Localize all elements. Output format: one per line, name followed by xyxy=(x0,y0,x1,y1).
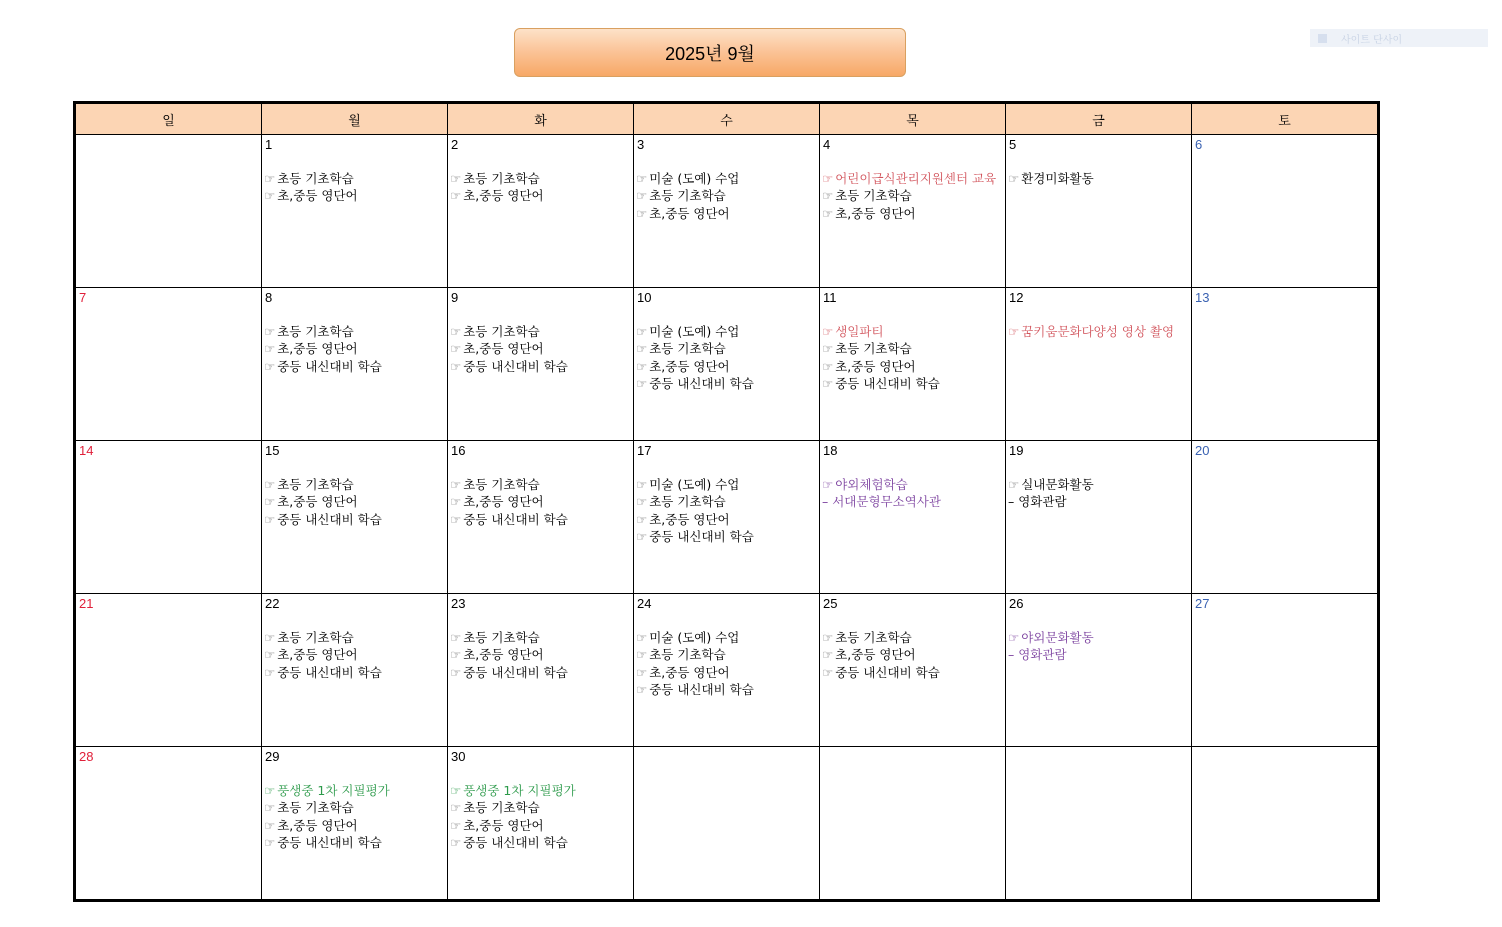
weekday-fri: 금 xyxy=(1006,103,1192,135)
event-text: 초등 기초학습 xyxy=(649,647,726,663)
event-text: 초,중등 영단어 xyxy=(835,358,916,374)
event-text: 초,중등 영단어 xyxy=(463,817,544,833)
event-item xyxy=(264,323,447,340)
event-text: 중등 내신대비 학습 xyxy=(463,835,568,851)
pointing-hand-icon: ☞ xyxy=(636,477,648,492)
event-item xyxy=(822,629,1005,646)
day-cell xyxy=(634,441,820,594)
event-list xyxy=(262,476,447,528)
watermark-text: 사이트 단사이 xyxy=(1341,34,1403,46)
event-text: 중등 내신대비 학습 xyxy=(835,664,940,680)
day-cell xyxy=(634,594,820,747)
pointing-hand-icon: ☞ xyxy=(264,800,276,816)
event-text: 초등 기초학습 xyxy=(835,341,912,357)
event-item xyxy=(450,799,633,816)
event-item xyxy=(450,834,633,851)
event-text: 초등 기초학습 xyxy=(463,324,540,339)
event-list xyxy=(634,476,819,546)
day-number: 20 xyxy=(1195,443,1210,458)
event-item xyxy=(822,646,1005,663)
day-cell xyxy=(448,135,634,288)
event-item xyxy=(450,170,633,187)
event-list xyxy=(448,629,633,681)
event-item xyxy=(822,358,1005,375)
event-item xyxy=(636,629,819,646)
day-number: 23 xyxy=(451,596,466,611)
event-text: 중등 내신대비 학습 xyxy=(277,511,382,527)
day-number: 25 xyxy=(823,596,838,611)
event-item xyxy=(636,646,819,663)
event-text: 중등 내신대비 학습 xyxy=(649,376,754,392)
event-item xyxy=(636,681,819,698)
event-item xyxy=(822,476,1005,493)
event-text: 초등 기초학습 xyxy=(277,630,354,645)
calendar-body xyxy=(75,135,1379,901)
day-cell xyxy=(1006,135,1192,288)
event-item xyxy=(450,511,633,528)
day-cell xyxy=(75,594,262,747)
event-item xyxy=(1008,629,1191,646)
event-item xyxy=(1008,493,1191,510)
pointing-hand-icon: ☞ xyxy=(450,630,462,645)
event-list xyxy=(634,629,819,699)
pointing-hand-icon: ☞ xyxy=(636,188,648,204)
event-text: 초,중등 영단어 xyxy=(277,817,358,833)
day-number xyxy=(76,135,261,152)
weekday-tue: 화 xyxy=(448,103,634,135)
event-text: – 서대문형무소역사관 xyxy=(822,494,941,510)
pointing-hand-icon: ☞ xyxy=(822,171,834,186)
event-text: 초등 기초학습 xyxy=(463,800,540,816)
weekday-header-row xyxy=(75,103,1379,135)
event-text: – 영화관람 xyxy=(1008,494,1067,510)
event-text: 초등 기초학습 xyxy=(463,630,540,645)
pointing-hand-icon: ☞ xyxy=(264,835,276,851)
pointing-hand-icon: ☞ xyxy=(264,188,276,204)
event-item xyxy=(264,664,447,681)
day-cell xyxy=(75,441,262,594)
day-cell xyxy=(448,441,634,594)
day-number: 2 xyxy=(451,137,459,152)
event-text: 중등 내신대비 학습 xyxy=(463,511,568,527)
pointing-hand-icon: ☞ xyxy=(1008,630,1020,645)
event-item xyxy=(264,340,447,357)
event-text: 초등 기초학습 xyxy=(649,494,726,510)
calendar-table xyxy=(73,101,1380,902)
event-item xyxy=(450,476,633,493)
event-item xyxy=(636,323,819,340)
day-number: 9 xyxy=(451,290,459,305)
pointing-hand-icon: ☞ xyxy=(264,358,276,374)
event-item xyxy=(264,629,447,646)
day-number xyxy=(1006,747,1191,764)
event-item xyxy=(822,493,1005,510)
day-cell xyxy=(820,288,1006,441)
pointing-hand-icon: ☞ xyxy=(450,664,462,680)
pointing-hand-icon: ☞ xyxy=(636,664,648,680)
day-cell xyxy=(634,747,820,901)
pointing-hand-icon: ☞ xyxy=(264,494,276,510)
event-text: 초,중등 영단어 xyxy=(649,358,730,374)
event-list xyxy=(820,323,1005,393)
event-list xyxy=(262,170,447,205)
week-row xyxy=(75,747,1379,901)
event-item xyxy=(450,629,633,646)
event-item xyxy=(822,323,1005,340)
event-text: 초등 기초학습 xyxy=(649,188,726,204)
day-cell xyxy=(1006,747,1192,901)
event-text: 초,중등 영단어 xyxy=(277,647,358,663)
event-item xyxy=(450,493,633,510)
pointing-hand-icon: ☞ xyxy=(450,835,462,851)
day-cell xyxy=(1192,441,1379,594)
event-item xyxy=(822,170,1005,187)
pointing-hand-icon: ☞ xyxy=(822,647,834,663)
event-list xyxy=(448,476,633,528)
event-text: 실내문화활동 xyxy=(1021,477,1094,492)
pointing-hand-icon: ☞ xyxy=(636,376,648,392)
event-text: 초,중등 영단어 xyxy=(463,341,544,357)
pointing-hand-icon: ☞ xyxy=(264,477,276,492)
day-number: 19 xyxy=(1009,443,1024,458)
day-cell xyxy=(75,747,262,901)
event-list xyxy=(820,476,1005,511)
weekday-wed: 수 xyxy=(634,103,820,135)
event-text: 미술 (도예) 수업 xyxy=(649,630,740,645)
event-text: 생일파티 xyxy=(835,324,884,339)
event-text: 초,중등 영단어 xyxy=(649,664,730,680)
pointing-hand-icon: ☞ xyxy=(822,477,834,492)
event-text: 초,중등 영단어 xyxy=(277,188,358,204)
pointing-hand-icon: ☞ xyxy=(450,817,462,833)
day-number: 8 xyxy=(265,290,273,305)
pointing-hand-icon: ☞ xyxy=(264,630,276,645)
event-item xyxy=(264,834,447,851)
event-item xyxy=(636,528,819,545)
pointing-hand-icon: ☞ xyxy=(822,358,834,374)
day-number xyxy=(820,747,1005,764)
pointing-hand-icon: ☞ xyxy=(822,324,834,339)
event-item xyxy=(450,664,633,681)
week-row xyxy=(75,441,1379,594)
week-row xyxy=(75,594,1379,747)
event-text: 중등 내신대비 학습 xyxy=(463,664,568,680)
day-number: 7 xyxy=(79,290,87,305)
weekday-mon: 월 xyxy=(262,103,448,135)
event-item xyxy=(450,782,633,799)
day-cell xyxy=(75,288,262,441)
day-number: 26 xyxy=(1009,596,1024,611)
event-list xyxy=(820,629,1005,681)
day-cell xyxy=(820,441,1006,594)
day-number: 1 xyxy=(265,137,273,152)
pointing-hand-icon: ☞ xyxy=(822,205,834,221)
day-cell xyxy=(262,135,448,288)
event-item xyxy=(822,205,1005,222)
pointing-hand-icon: ☞ xyxy=(1008,324,1020,339)
event-item xyxy=(450,358,633,375)
event-item xyxy=(636,511,819,528)
day-cell xyxy=(448,288,634,441)
event-list xyxy=(634,170,819,222)
day-number: 18 xyxy=(823,443,838,458)
event-item xyxy=(264,476,447,493)
event-item xyxy=(636,170,819,187)
day-number: 6 xyxy=(1195,137,1203,152)
month-title-banner xyxy=(514,28,906,77)
event-list xyxy=(448,323,633,375)
day-number: 11 xyxy=(823,290,837,305)
event-text: 초,중등 영단어 xyxy=(649,511,730,527)
pointing-hand-icon: ☞ xyxy=(636,324,648,339)
event-item xyxy=(1008,323,1191,340)
event-text: 중등 내신대비 학습 xyxy=(649,682,754,698)
event-list xyxy=(820,170,1005,222)
day-number: 3 xyxy=(637,137,645,152)
pointing-hand-icon: ☞ xyxy=(264,324,276,339)
event-text: 초등 기초학습 xyxy=(835,630,912,645)
pointing-hand-icon: ☞ xyxy=(450,171,462,186)
event-text: 중등 내신대비 학습 xyxy=(463,358,568,374)
event-text: 초,중등 영단어 xyxy=(463,647,544,663)
event-item xyxy=(264,358,447,375)
day-number: 10 xyxy=(637,290,652,305)
weekday-sat: 토 xyxy=(1192,103,1379,135)
event-item xyxy=(636,340,819,357)
event-item xyxy=(264,187,447,204)
watermark-icon xyxy=(1318,34,1327,43)
event-list xyxy=(634,323,819,393)
event-item xyxy=(822,187,1005,204)
event-item xyxy=(636,493,819,510)
event-text: 미술 (도예) 수업 xyxy=(649,477,740,492)
event-item xyxy=(636,358,819,375)
event-item xyxy=(450,187,633,204)
event-list xyxy=(262,629,447,681)
day-cell xyxy=(820,594,1006,747)
pointing-hand-icon: ☞ xyxy=(636,529,648,545)
event-item xyxy=(822,375,1005,392)
pointing-hand-icon: ☞ xyxy=(450,188,462,204)
event-text: 중등 내신대비 학습 xyxy=(277,358,382,374)
day-cell xyxy=(1006,594,1192,747)
event-text: 중등 내신대비 학습 xyxy=(277,835,382,851)
pointing-hand-icon: ☞ xyxy=(264,341,276,357)
event-list xyxy=(448,170,633,205)
event-item xyxy=(264,646,447,663)
pointing-hand-icon: ☞ xyxy=(822,664,834,680)
event-item xyxy=(822,340,1005,357)
day-number: 24 xyxy=(637,596,652,611)
event-item xyxy=(264,799,447,816)
pointing-hand-icon: ☞ xyxy=(636,341,648,357)
event-item xyxy=(450,340,633,357)
event-text: 야외문화활동 xyxy=(1021,630,1094,645)
day-cell xyxy=(1192,594,1379,747)
day-cell xyxy=(634,288,820,441)
day-number: 4 xyxy=(823,137,831,152)
event-text: 야외체험학습 xyxy=(835,477,908,492)
pointing-hand-icon: ☞ xyxy=(636,630,648,645)
pointing-hand-icon: ☞ xyxy=(264,817,276,833)
event-text: 어린이급식관리지원센터 교육 xyxy=(835,171,997,186)
event-item xyxy=(822,664,1005,681)
event-text: 초등 기초학습 xyxy=(649,341,726,357)
event-item xyxy=(264,170,447,187)
pointing-hand-icon: ☞ xyxy=(822,630,834,645)
event-item xyxy=(1008,646,1191,663)
day-number: 16 xyxy=(451,443,466,458)
day-number: 22 xyxy=(265,596,280,611)
day-cell xyxy=(1006,441,1192,594)
day-number: 27 xyxy=(1195,596,1210,611)
day-cell xyxy=(820,135,1006,288)
pointing-hand-icon: ☞ xyxy=(450,358,462,374)
pointing-hand-icon: ☞ xyxy=(636,205,648,221)
day-cell xyxy=(448,747,634,901)
week-row xyxy=(75,288,1379,441)
event-text: 풍생중 1차 지필평가 xyxy=(277,783,390,798)
event-text: 초,중등 영단어 xyxy=(463,494,544,510)
event-item xyxy=(636,664,819,681)
event-list xyxy=(262,782,447,852)
event-text: 꿈키움문화다양성 영상 촬영 xyxy=(1021,324,1175,339)
event-item xyxy=(450,323,633,340)
day-cell xyxy=(262,594,448,747)
pointing-hand-icon: ☞ xyxy=(636,358,648,374)
event-text: 초등 기초학습 xyxy=(277,324,354,339)
day-number xyxy=(634,747,819,764)
event-list xyxy=(448,782,633,852)
pointing-hand-icon: ☞ xyxy=(264,783,276,798)
pointing-hand-icon: ☞ xyxy=(636,647,648,663)
weekday-sun: 일 xyxy=(75,103,262,135)
pointing-hand-icon: ☞ xyxy=(636,171,648,186)
pointing-hand-icon: ☞ xyxy=(636,494,648,510)
event-text: 초,중등 영단어 xyxy=(277,494,358,510)
pointing-hand-icon: ☞ xyxy=(450,800,462,816)
pointing-hand-icon: ☞ xyxy=(450,477,462,492)
pointing-hand-icon: ☞ xyxy=(450,324,462,339)
pointing-hand-icon: ☞ xyxy=(264,171,276,186)
pointing-hand-icon: ☞ xyxy=(264,511,276,527)
event-text: 중등 내신대비 학습 xyxy=(649,529,754,545)
pointing-hand-icon: ☞ xyxy=(822,188,834,204)
pointing-hand-icon: ☞ xyxy=(636,682,648,698)
pointing-hand-icon: ☞ xyxy=(822,341,834,357)
day-cell xyxy=(820,747,1006,901)
event-text: 초등 기초학습 xyxy=(277,800,354,816)
day-cell xyxy=(1192,135,1379,288)
event-item xyxy=(264,511,447,528)
event-text: 초등 기초학습 xyxy=(277,171,354,186)
event-text: 초등 기초학습 xyxy=(463,171,540,186)
event-item xyxy=(450,646,633,663)
day-number: 29 xyxy=(265,749,280,764)
pointing-hand-icon: ☞ xyxy=(450,511,462,527)
pointing-hand-icon: ☞ xyxy=(450,494,462,510)
event-text: – 영화관람 xyxy=(1008,647,1067,663)
day-cell xyxy=(1192,747,1379,901)
event-item xyxy=(636,187,819,204)
day-cell xyxy=(448,594,634,747)
weekday-thu: 목 xyxy=(820,103,1006,135)
pointing-hand-icon: ☞ xyxy=(450,341,462,357)
day-number: 12 xyxy=(1009,290,1024,305)
day-number: 13 xyxy=(1195,290,1210,305)
day-cell xyxy=(262,747,448,901)
day-number: 14 xyxy=(79,443,94,458)
corner-watermark xyxy=(1310,29,1488,47)
day-number: 28 xyxy=(79,749,94,764)
event-text: 미술 (도예) 수업 xyxy=(649,324,740,339)
event-item xyxy=(636,205,819,222)
event-text: 초,중등 영단어 xyxy=(649,205,730,221)
pointing-hand-icon: ☞ xyxy=(636,511,648,527)
pointing-hand-icon: ☞ xyxy=(450,647,462,663)
day-cell xyxy=(262,288,448,441)
event-item xyxy=(636,476,819,493)
event-list xyxy=(1006,323,1191,340)
day-number: 15 xyxy=(265,443,280,458)
event-text: 초,중등 영단어 xyxy=(835,205,916,221)
event-text: 초등 기초학습 xyxy=(463,477,540,492)
event-item xyxy=(1008,170,1191,187)
day-number: 30 xyxy=(451,749,466,764)
event-text: 초등 기초학습 xyxy=(277,477,354,492)
day-cell xyxy=(262,441,448,594)
event-list xyxy=(1006,629,1191,664)
pointing-hand-icon: ☞ xyxy=(264,664,276,680)
day-number: 21 xyxy=(79,596,94,611)
event-item xyxy=(1008,476,1191,493)
event-text: 미술 (도예) 수업 xyxy=(649,171,740,186)
event-list xyxy=(1006,476,1191,511)
event-text: 환경미화활동 xyxy=(1021,171,1094,186)
week-row xyxy=(75,135,1379,288)
pointing-hand-icon: ☞ xyxy=(1008,171,1020,186)
event-item xyxy=(264,493,447,510)
day-cell xyxy=(1006,288,1192,441)
event-text: 초,중등 영단어 xyxy=(463,188,544,204)
day-cell xyxy=(75,135,262,288)
event-text: 초,중등 영단어 xyxy=(835,647,916,663)
pointing-hand-icon: ☞ xyxy=(450,783,462,798)
event-item xyxy=(264,782,447,799)
event-text: 초등 기초학습 xyxy=(835,188,912,204)
day-number: 5 xyxy=(1009,137,1017,152)
event-list xyxy=(262,323,447,375)
day-number: 17 xyxy=(637,443,652,458)
event-text: 중등 내신대비 학습 xyxy=(835,376,940,392)
month-title: 2025년 9월 xyxy=(665,43,755,64)
event-list xyxy=(1006,170,1191,187)
event-item xyxy=(636,375,819,392)
event-text: 초,중등 영단어 xyxy=(277,341,358,357)
event-item xyxy=(450,817,633,834)
event-item xyxy=(264,817,447,834)
day-cell xyxy=(634,135,820,288)
pointing-hand-icon: ☞ xyxy=(264,647,276,663)
day-cell xyxy=(1192,288,1379,441)
day-number xyxy=(1192,747,1377,764)
pointing-hand-icon: ☞ xyxy=(1008,477,1020,492)
pointing-hand-icon: ☞ xyxy=(822,376,834,392)
event-text: 중등 내신대비 학습 xyxy=(277,664,382,680)
event-text: 풍생중 1차 지필평가 xyxy=(463,783,576,798)
